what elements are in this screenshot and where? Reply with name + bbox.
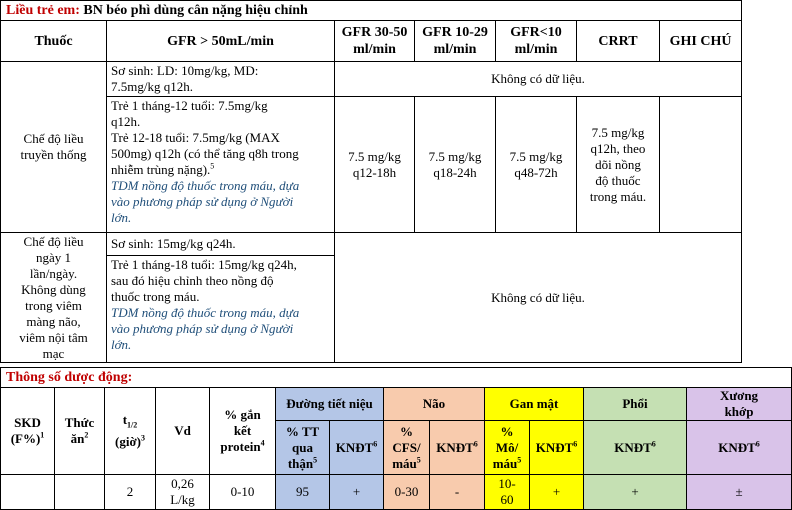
- regimen1-newborn: Sơ sinh: LD: 10mg/kg, MD: 7.5mg/kg q12h.: [107, 62, 335, 97]
- pk-header-liver-pct: % Mô/ máu$^5$: [485, 421, 530, 475]
- regimen2-child: Trẻ 1 tháng-18 tuổi: 15mg/kg q24h, sau đó hiệu chỉnh theo nồng độ thuốc trong máu. TDM nồng độ thuốc trong máu, dựa vào phương pháp sử dụng ở Người lớn.: [107, 256, 335, 363]
- pk-header-liver-kndt: KNĐT$^6$: [530, 421, 584, 475]
- pk-header-bone-kndt: KNĐT$^6$: [687, 421, 792, 475]
- dosing-title-prefix: Liều trẻ em:: [6, 2, 80, 18]
- pk-header-urinary-kndt: KNĐT$^6$: [330, 421, 384, 475]
- regimen1-no-data: Không có dữ liệu.: [335, 62, 742, 97]
- pk-header-urinary: Đường tiết niệu: [276, 388, 384, 421]
- pk-header-urinary-pct: % TT qua thận$^5$: [276, 421, 330, 475]
- regimen1-tdm-note: TDM nồng độ thuốc trong máu, dựa vào phương pháp sử dụng ở Người lớn.: [111, 178, 300, 225]
- header-crrt: CRRT: [577, 21, 660, 62]
- regimen1-label: Chế độ liều truyền thống: [1, 62, 107, 233]
- regimen2-no-data: Không có dữ liệu.: [335, 233, 742, 363]
- pk-header-brain-kndt: KNĐT$^6$: [430, 421, 485, 475]
- pk-header-skd: SKD $(F\%)^1$: [1, 388, 55, 475]
- pk-value-vd: 0,26 L/kg: [156, 475, 210, 510]
- pk-header-bone: Xương khớp: [687, 388, 792, 421]
- header-gfr-gt50: GFR > 50mL/min: [107, 21, 335, 62]
- pk-header-vd: Vd: [156, 388, 210, 475]
- header-gfr-lt10: GFR<10 ml/min: [496, 21, 577, 62]
- regimen1-child: Trẻ 1 tháng-12 tuổi: 7.5mg/kg q12h. Trẻ 12-18 tuổi: 7.5mg/kg (MAX 500mg) q12h (có thể tăng q8h trong nhiễm trùng nặng).$^5$ TDM nồng độ thuốc trong máu, dựa vào phương pháp sử dụng ở Người lớn.: [107, 97, 335, 233]
- pk-title: Thông số dược động:: [1, 368, 792, 388]
- pk-header-brain-pct: % CFS/ máu$^5$: [384, 421, 430, 475]
- pk-value-liver-pct: 10- 60: [485, 475, 530, 510]
- pk-header-thalf: $t_{1/2}$ (giờ)$^3$: [105, 388, 156, 475]
- pk-value-urinary-kndt: +: [330, 475, 384, 510]
- regimen1-gfr-10-29: 7.5 mg/kg q18-24h: [415, 97, 496, 233]
- header-drug: Thuốc: [1, 21, 107, 62]
- pk-value-liver-kndt: +: [530, 475, 584, 510]
- pk-value-brain-kndt: -: [430, 475, 485, 510]
- pk-header-lung: Phổi: [584, 388, 687, 421]
- pk-value-food: [55, 475, 105, 510]
- regimen2-newborn: Sơ sinh: 15mg/kg q24h.: [107, 233, 335, 256]
- regimen2-tdm-note: TDM nồng độ thuốc trong máu, dựa vào phương pháp sử dụng ở Người lớn.: [111, 305, 300, 352]
- regimen1-note: [660, 97, 742, 233]
- pk-value-bone-kndt: ±: [687, 475, 792, 510]
- regimen2-label: Chế độ liều ngày 1 lần/ngày. Không dùng trong viêm màng não, viêm nội tâm mạc: [1, 233, 107, 363]
- pk-header-lung-kndt: KNĐT$^6$: [584, 421, 687, 475]
- header-note: GHI CHÚ: [660, 21, 742, 62]
- pk-value-urinary-pct: 95: [276, 475, 330, 510]
- pk-value-thalf: 2: [105, 475, 156, 510]
- regimen1-gfr-30-50: 7.5 mg/kg q12-18h: [335, 97, 415, 233]
- regimen1-crrt: 7.5 mg/kg q12h, theo dõi nồng độ thuốc trong máu.: [577, 97, 660, 233]
- pk-header-liver: Gan mật: [485, 388, 584, 421]
- header-gfr-30-50: GFR 30-50 ml/min: [335, 21, 415, 62]
- pk-header-brain: Não: [384, 388, 485, 421]
- pk-table: [0, 367, 792, 510]
- dosing-title-rest: BN béo phì dùng cân nặng hiệu chỉnh: [79, 2, 308, 18]
- pk-value-protein: 0-10: [210, 475, 276, 510]
- pk-header-protein: % gắn kết protein$^4$: [210, 388, 276, 475]
- pk-value-lung-kndt: +: [584, 475, 687, 510]
- regimen1-gfr-lt10: 7.5 mg/kg q48-72h: [496, 97, 577, 233]
- pk-value-brain-pct: 0-30: [384, 475, 430, 510]
- pk-value-skd: [1, 475, 55, 510]
- header-gfr-10-29: GFR 10-29 ml/min: [415, 21, 496, 62]
- dosing-title: [1, 1, 742, 21]
- pk-header-food: Thức $ăn^2$: [55, 388, 105, 475]
